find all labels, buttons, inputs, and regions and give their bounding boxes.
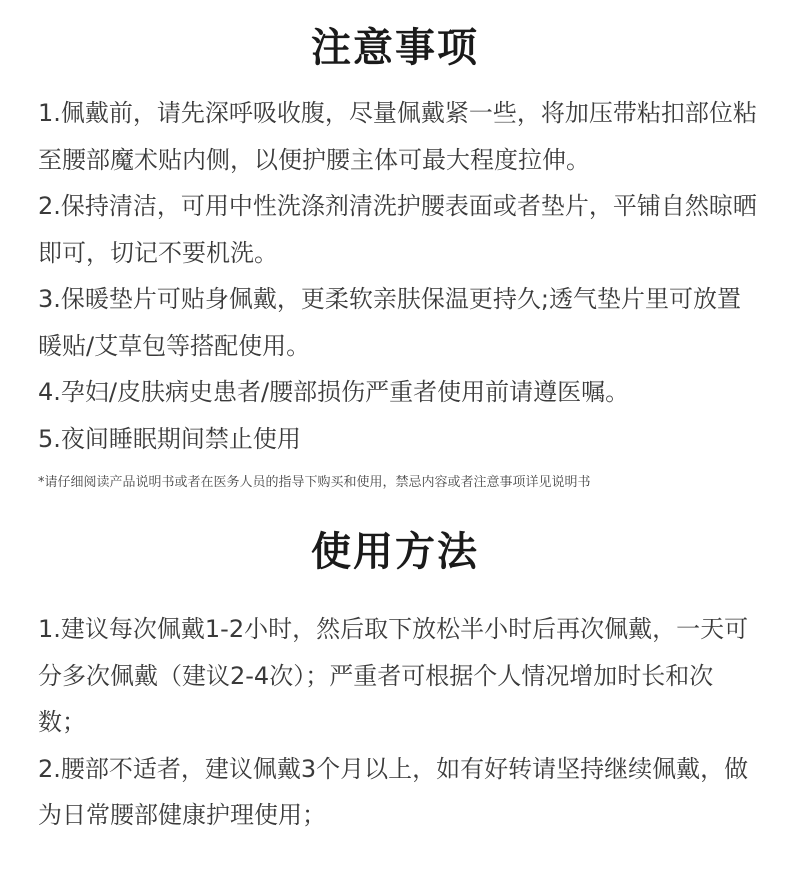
usage-item-1: 1.建议每次佩戴1-2小时，然后取下放松半小时后再次佩戴，一天可分多次佩戴（建议2-4次）；严重者可根据个人情况增加时长和次数； bbox=[38, 615, 749, 736]
notes-item-1: 1.佩戴前，请先深呼吸收腹，尽量佩戴紧一些，将加压带粘扣部位粘至腰部魔术贴内侧，以便护腰主体可最大程度拉伸。 bbox=[38, 99, 757, 174]
usage-list bbox=[38, 606, 758, 839]
notes-item-2: 2.保持清洁，可用中性洗涤剂清洗护腰表面或者垫片，平铺自然晾晒即可，切记不要机洗。 bbox=[38, 192, 757, 267]
notes-item-5: 5.夜间睡眠期间禁止使用 bbox=[38, 424, 301, 453]
usage-section-title: 使用方法 bbox=[311, 529, 479, 575]
notes-section-title: 注意事项 bbox=[311, 25, 479, 71]
notes-item-4: 4.孕妇/皮肤病史患者/腰部损伤严重者使用前请遵医嘱。 bbox=[38, 378, 630, 406]
usage-item-2: 2.腰部不适者，建议佩戴3个月以上，如有好转请坚持继续佩戴，做为日常腰部健康护理使用； bbox=[38, 754, 749, 829]
disclaimer-text: *请仔细阅读产品说明书或者在医务人员的指导下购买和使用，禁忌内容或者注意事项详见说明书 bbox=[38, 475, 591, 490]
notes-list bbox=[38, 90, 758, 462]
notes-item-3: 3.保暖垫片可贴身佩戴，更柔软亲肤保温更持久;透气垫片里可放置暖贴/艾草包等搭配使用。 bbox=[38, 285, 741, 360]
